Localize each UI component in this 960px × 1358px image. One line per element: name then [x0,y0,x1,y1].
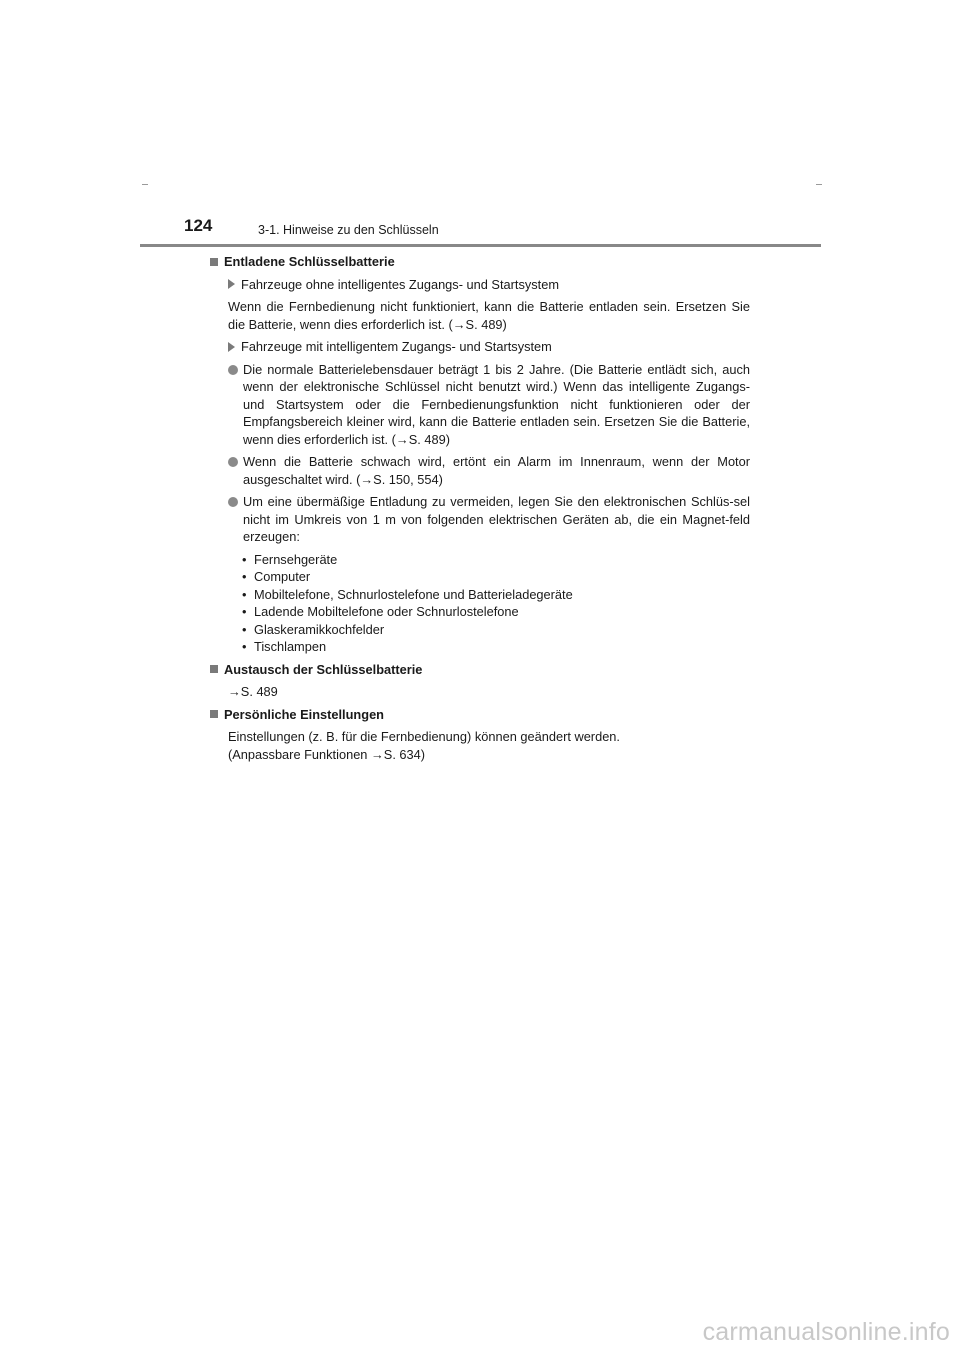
heading-dead-battery [210,253,750,271]
bullet-item [228,493,750,546]
circle-bullet-icon [228,497,238,507]
paragraph-no-smart-system: Wenn die Fernbedienung nicht funktioniert, kann die Batterie entladen sein. Ersetzen Sie die Batterie, wenn dies erforderlich ist. (→S. 489) [228,299,750,332]
list-item [242,638,750,656]
header-rule [140,244,821,247]
circle-bullet-icon [228,457,238,467]
list-mark: • [242,604,247,619]
subheading-no-smart-system-text: Fahrzeuge ohne intelligentes Zugangs- und Startsystem [241,276,559,292]
heading-replace-battery-text: Austausch der Schlüsselbatterie [224,661,423,677]
subheading-smart-system [228,338,750,356]
crop-mark-right [816,184,822,185]
subheading-smart-system-text: Fahrzeuge mit intelligentem Zugangs- und Startsystem [241,339,552,354]
page-reference: →S. 489 [228,684,278,699]
heading-personal-settings-text: Persönliche Einstellungen [224,706,384,722]
page-number: 124 [184,216,213,235]
list-item-text: Mobiltelefone, Schnurlostelefone und Batterieladegeräte [254,586,573,602]
square-bullet-icon [210,710,218,718]
list-item-text: Computer [254,569,311,584]
bullet-item [228,453,750,488]
heading-dead-battery-text: Entladene Schlüsselbatterie [224,254,395,269]
list-mark: • [242,621,247,637]
paragraph-line: (Anpassbare Funktionen →S. 634) [228,746,426,762]
bullet-text: Wenn die Batterie schwach wird, ertönt ein Alarm im Innenraum, wenn der Motor ausgeschaltet wird. (→S. 150, 554) [243,454,750,487]
list-item [242,603,750,621]
list-mark: • [242,551,247,567]
heading-replace-battery [210,661,750,679]
square-bullet-icon [210,665,218,673]
list-item-text: Ladende Mobiltelefone oder Schnurlostelefone [254,604,519,619]
bullet-item [228,361,750,449]
list-item [242,621,750,639]
watermark: carmanualsonline.info [702,1318,950,1346]
heading-personal-settings [210,706,750,724]
list-item-text: Glaskeramikkochfelder [254,621,385,637]
paragraph-personal-settings [228,728,750,763]
paragraph-line: Einstellungen (z. B. für die Fernbedienung) können geändert werden. [228,729,620,744]
bullet-text: Um eine übermäßige Entladung zu vermeiden, legen Sie den elektronischen Schlüs-sel nicht im Umkreis von 1 m von folgenden elektrischen Geräten ab, die ein Magnet-feld erzeugen: [243,494,750,544]
list-mark: • [242,569,247,584]
square-bullet-icon [210,258,218,266]
crop-mark-left [142,184,148,185]
circle-bullet-icon [228,365,238,375]
section-title: 3-1. Hinweise zu den Schlüsseln [258,223,439,237]
list-item [242,586,750,604]
list-mark: • [242,639,247,654]
bullet-text: Die normale Batterielebensdauer beträgt 1 bis 2 Jahre. (Die Batterie entlädt sich, auch wenn der elektronische Schlüssel nicht benutzt wird.) Wenn das intelligente Zugangs- und Startsystem oder die Fernbedienungsfunktion nicht funktionieren oder der Empfangsbereich kleiner wird, kann die Batterie entladen sein. Ersetzen Sie die Batterie, wenn dies erforderlich ist. (→S. 489) [243,361,750,447]
device-list [242,551,750,656]
list-item [242,551,750,569]
triangle-arrow-icon [228,279,235,289]
subheading-no-smart-system [228,276,750,294]
list-item [242,568,750,586]
list-mark: • [242,586,247,602]
list-item-text: Tischlampen [254,639,327,654]
page-content [210,253,750,763]
list-item-text: Fernsehgeräte [254,551,338,567]
triangle-arrow-icon [228,342,235,352]
